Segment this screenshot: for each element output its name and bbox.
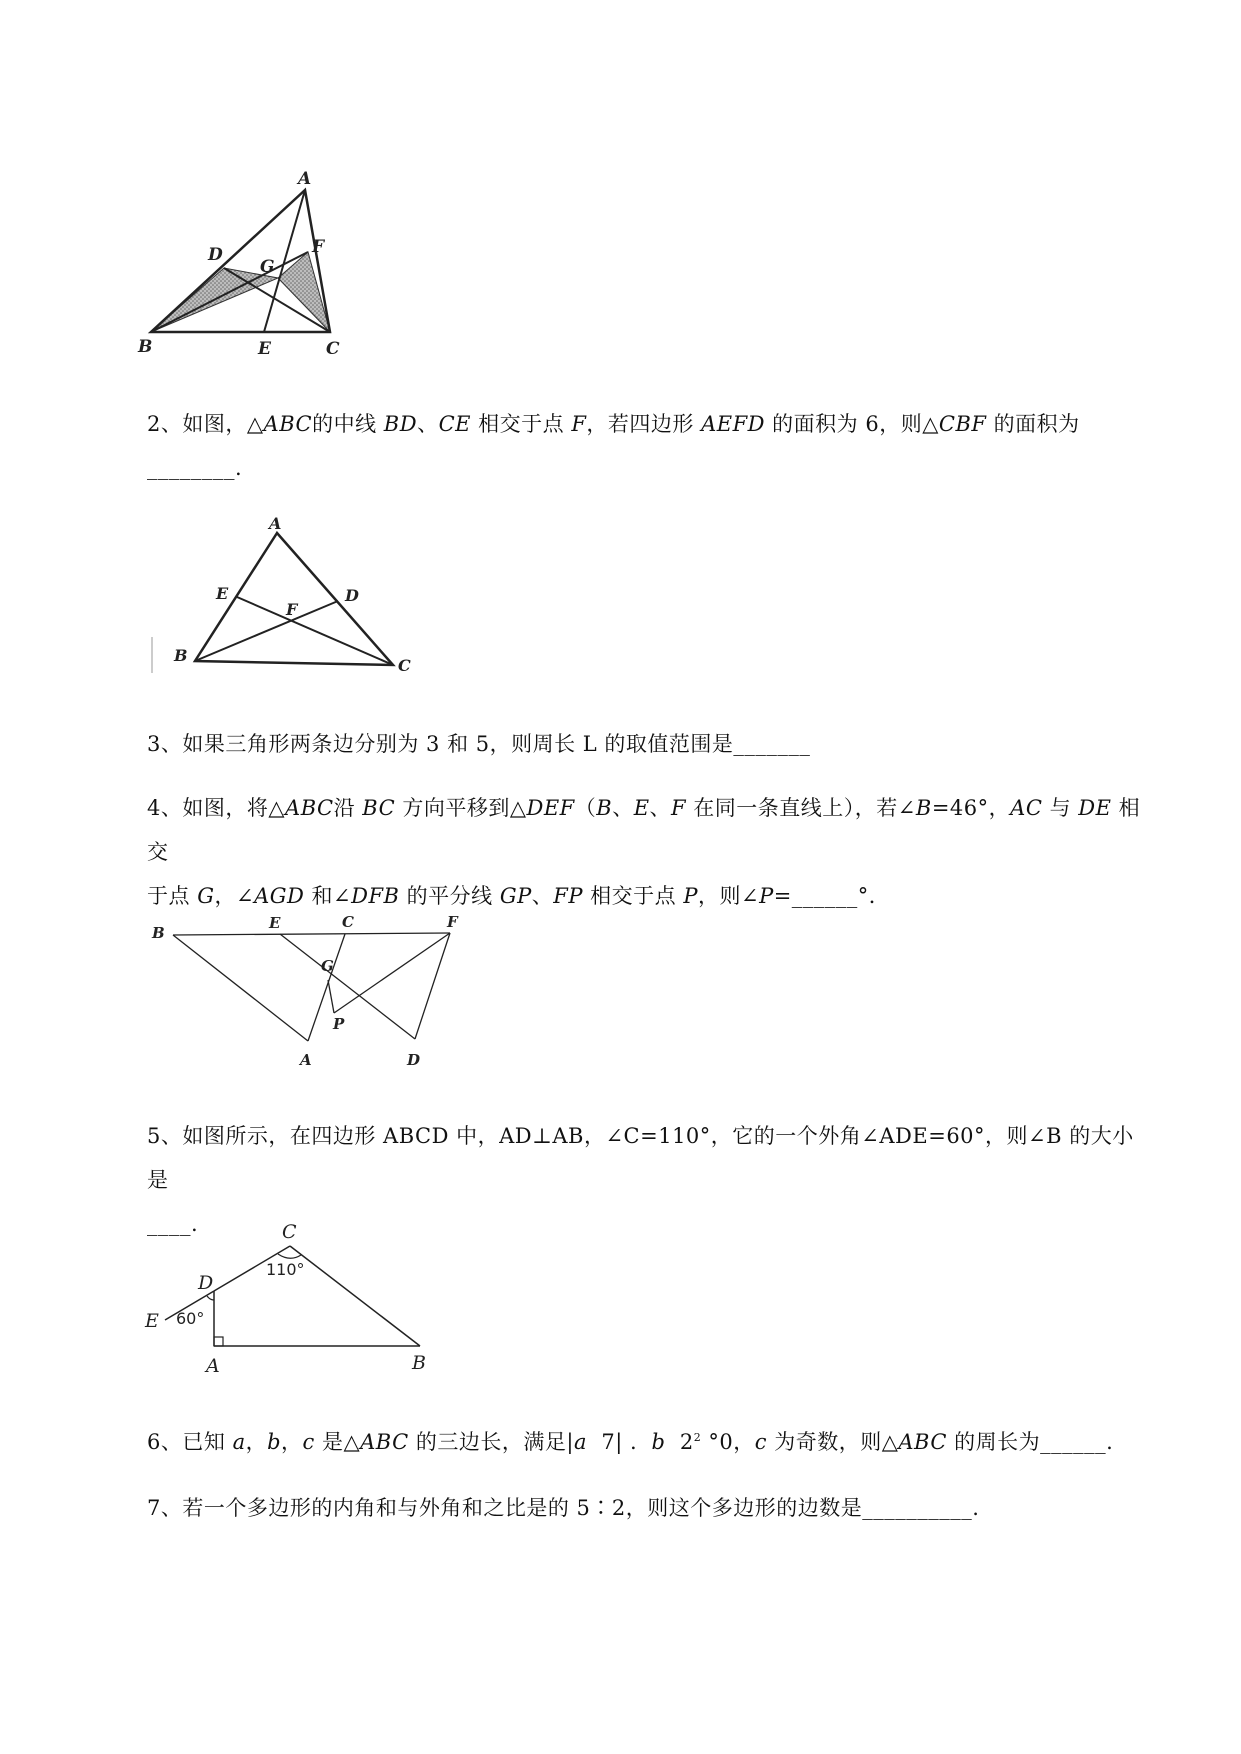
- label-c: C: [326, 339, 340, 359]
- figure-2-triangle: [150, 515, 450, 675]
- label-f: F: [312, 237, 325, 257]
- q2-text: 、: [417, 412, 439, 436]
- q6-text: ，: [245, 1430, 268, 1454]
- q2-var: CE: [438, 412, 471, 436]
- eq-part: 0: [719, 1430, 734, 1454]
- label-c: C: [282, 1221, 297, 1243]
- label-e: E: [258, 339, 271, 359]
- angle-label-d: 60°: [176, 1309, 205, 1328]
- segment-cb: [290, 1246, 420, 1346]
- label-p: P: [333, 1015, 345, 1033]
- q4-var: FP: [553, 884, 583, 908]
- q6-text: 是△: [314, 1430, 361, 1454]
- label-b: B: [412, 1352, 426, 1374]
- segment-fp: [334, 933, 450, 1013]
- q4-text: 于点: [147, 884, 198, 908]
- q2-var: ABC: [263, 412, 313, 436]
- answer-blank[interactable]: ________.: [147, 456, 243, 480]
- q4-text: 、: [612, 796, 634, 820]
- q6-text[interactable]: 的周长为______.: [946, 1430, 1114, 1454]
- q6-text: 的三边长，满足: [408, 1430, 567, 1454]
- label-d: D: [407, 1051, 421, 1069]
- q4-var: BC: [362, 796, 396, 820]
- q4-var: B: [596, 796, 613, 820]
- question-3: [147, 722, 1147, 766]
- q2-text: 相交于点: [470, 412, 572, 436]
- label-a: A: [206, 1355, 220, 1377]
- q2-var: CBF: [938, 412, 987, 436]
- q4-text: =46°，: [931, 796, 1011, 820]
- angle-arc-d: [207, 1296, 214, 1300]
- label-e: E: [269, 914, 281, 932]
- figure-1-triangle: [140, 160, 400, 360]
- question-4: [147, 786, 1147, 918]
- label-d: D: [345, 586, 359, 605]
- label-b: B: [138, 337, 153, 357]
- angle-arc-c: [278, 1254, 301, 1258]
- label-a: A: [298, 169, 312, 189]
- q4-var: G: [197, 884, 215, 908]
- label-b: B: [152, 924, 165, 942]
- q2-text: 如图，△: [182, 412, 264, 436]
- segment-ed: [280, 934, 415, 1039]
- q2-var: F: [571, 412, 587, 436]
- q4-text: 在同一条直线上），若∠: [686, 796, 916, 820]
- q4-var: DFB: [351, 884, 400, 908]
- q6-text: 已知: [182, 1430, 233, 1454]
- question-2: [147, 402, 1147, 490]
- label-a: A: [300, 1051, 312, 1069]
- label-e: E: [145, 1310, 159, 1332]
- q4-var: DE: [1078, 796, 1112, 820]
- q2-text: ，若四边形: [586, 412, 702, 436]
- q4-var: GP: [499, 884, 532, 908]
- q4-text: ，∠: [214, 884, 255, 908]
- q2-text: 的面积为 6，则△: [765, 412, 939, 436]
- figure-1-svg: [140, 160, 400, 360]
- q4-var: F: [671, 796, 687, 820]
- q4-var: AC: [1010, 796, 1043, 820]
- segment-fd: [415, 933, 450, 1039]
- eq-part: 7|: [601, 1430, 623, 1454]
- answer-blank[interactable]: ____.: [147, 1212, 199, 1236]
- q4-text: ，则∠: [697, 884, 760, 908]
- q4-var: B: [915, 796, 932, 820]
- q4-var: E: [633, 796, 650, 820]
- q6-var: b: [267, 1430, 282, 1454]
- eq-exponent: 2: [693, 1431, 702, 1444]
- q4-text: 与: [1042, 796, 1079, 820]
- q5-text: 5、如图所示，在四边形 ABCD 中，AD⊥AB，∠C=110°，它的一个外角∠ADE=60°，则∠B 的大小是: [147, 1124, 1134, 1192]
- q4-var: ABC: [285, 796, 334, 820]
- eq-part: 2: [679, 1430, 694, 1454]
- segment-gp: [328, 980, 334, 1013]
- label-b: B: [174, 646, 188, 665]
- label-g: G: [321, 957, 334, 975]
- label-g: G: [260, 257, 275, 277]
- q4-text: 相交: [147, 796, 1141, 864]
- eq-part: b: [651, 1430, 666, 1454]
- q6-var: ABC: [360, 1430, 409, 1454]
- figure-4-svg: [145, 905, 475, 1075]
- label-a: A: [269, 514, 282, 533]
- label-d: D: [208, 245, 223, 265]
- q2-var: BD: [383, 412, 418, 436]
- median-ce: [237, 597, 393, 665]
- label-f: F: [286, 600, 298, 619]
- label-e: E: [216, 584, 229, 603]
- q6-var: c: [302, 1430, 315, 1454]
- right-angle-marker: [214, 1337, 223, 1346]
- q4-text[interactable]: =______°．: [773, 884, 891, 908]
- q3-text: 3、如果三角形两条边分别为 3 和 5，则周长 L 的取值范围是_______: [147, 732, 811, 756]
- q4-text: 、: [649, 796, 672, 820]
- segment-bf: [151, 252, 308, 332]
- q7-text[interactable]: 7、若一个多边形的内角和与外角和之比是的 5∶2，则这个多边形的边数是__________.: [147, 1496, 980, 1520]
- line-bf: [173, 933, 450, 935]
- segment-ba: [173, 935, 308, 1041]
- figure-5-quadrilateral: [140, 1210, 440, 1390]
- q6-text: ，: [281, 1430, 303, 1454]
- figure-5-svg: [140, 1210, 440, 1390]
- eq-part: |a: [566, 1430, 587, 1454]
- label-c: C: [398, 656, 411, 675]
- q2-text: 的面积为: [986, 412, 1080, 436]
- q6-var: a: [232, 1430, 246, 1454]
- question-number: 6、: [147, 1430, 183, 1454]
- q4-var: AGD: [254, 884, 305, 908]
- q4-text: 、: [531, 884, 554, 908]
- question-6: [147, 1416, 1147, 1464]
- question-7: [147, 1486, 1147, 1530]
- q4-var: P: [759, 884, 774, 908]
- figure-4-translation: [145, 905, 475, 1075]
- figure-2-svg: [150, 515, 450, 675]
- q4-text: 和∠: [304, 884, 352, 908]
- label-c: C: [342, 913, 354, 931]
- question-number: 2、: [147, 412, 183, 436]
- q2-var: AEFD: [701, 412, 765, 436]
- q6-text: 为奇数，则△: [767, 1430, 899, 1454]
- q6-equation: |a 7| . b $2^2$ °0: [566, 1430, 734, 1454]
- q4-var: P: [683, 884, 698, 908]
- q4-text: 相交于点: [582, 884, 684, 908]
- q6-text: ，: [733, 1430, 755, 1454]
- q6-var: c: [754, 1430, 768, 1454]
- q4-text: （: [574, 796, 597, 820]
- q4-text: 沿: [333, 796, 363, 820]
- q2-text: 的中线: [312, 412, 384, 436]
- q4-text: 的平分线: [399, 884, 500, 908]
- q4-var: DEF: [526, 796, 575, 820]
- q4-text: 方向平移到△: [395, 796, 527, 820]
- angle-label-c: 110°: [266, 1260, 305, 1279]
- q6-var: ABC: [898, 1430, 947, 1454]
- label-f: F: [447, 913, 458, 931]
- label-d: D: [198, 1272, 214, 1294]
- q4-text: 如图，将△: [182, 796, 286, 820]
- question-number: 4、: [147, 796, 183, 820]
